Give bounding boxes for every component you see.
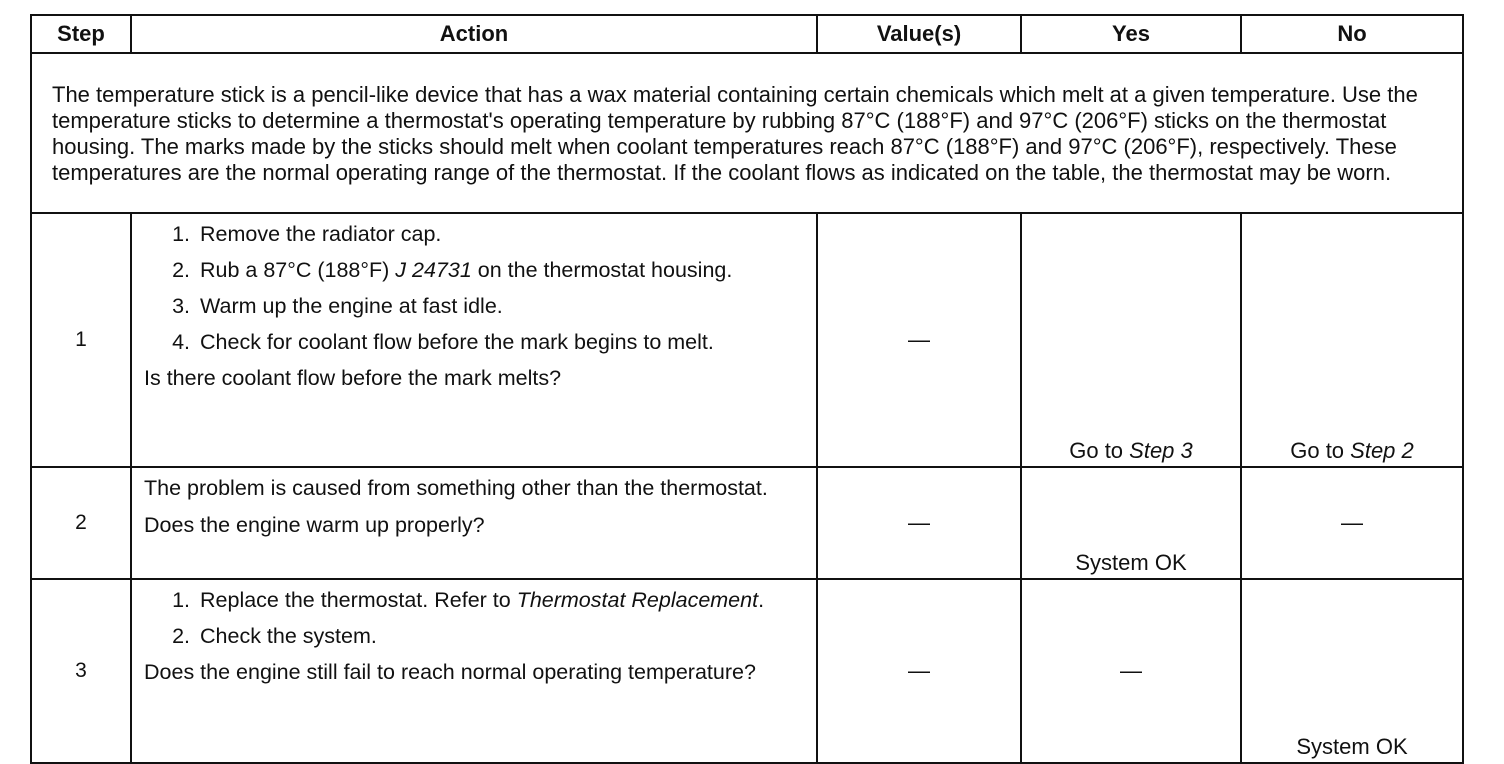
list-item-number: 2. <box>172 258 190 282</box>
list-item <box>144 330 806 355</box>
value-cell <box>817 467 1021 579</box>
question-text: Does the engine still fail to reach normal operating temperature? <box>144 660 756 684</box>
value-cell <box>817 213 1021 467</box>
action-cell <box>131 213 817 467</box>
list-item-number: 1. <box>172 588 190 612</box>
list-item-text: Remove the radiator cap. <box>200 222 442 246</box>
action-cell <box>131 579 817 763</box>
list-item <box>144 294 806 319</box>
yes-result <box>1022 438 1240 464</box>
value-cell <box>817 579 1021 763</box>
tool-reference: J 24731 <box>395 258 472 282</box>
table-row <box>31 467 1463 579</box>
no-prefix: Go to <box>1290 438 1351 463</box>
yes-prefix: Go to <box>1069 438 1130 463</box>
question-text: Does the engine warm up properly? <box>144 513 485 537</box>
text-segment: on the thermostat housing. <box>471 258 733 282</box>
list-item-number: 1. <box>172 222 190 246</box>
text-segment: Replace the thermostat. Refer to <box>200 588 517 612</box>
intro-text: The temperature stick is a pencil-like device that has a wax material containing certain chemicals which melt at a given temperature. Use the temperature sticks to determine a thermostat's operating temperature by rubbing 87°C (188°F) and 97°C (206°F) sticks on the thermostat housing. The marks made by the sticks should melt when coolant temperatures reach 87°C (188°F) and 97°C (206°F), respectively. These temperatures are the normal operating range of the thermostat. If the coolant flows as indicated on the table, the thermostat may be worn. <box>31 53 1463 213</box>
no-cell <box>1241 579 1463 763</box>
list-item <box>144 624 806 649</box>
no-result <box>1242 438 1462 464</box>
list-item <box>144 222 806 247</box>
list-item-text: Check for coolant flow before the mark begins to melt. <box>200 330 714 354</box>
question-text: Is there coolant flow before the mark melts? <box>144 366 562 390</box>
no-step-link: Step 2 <box>1350 438 1414 463</box>
header-row <box>31 15 1463 53</box>
list-item-text <box>200 258 806 283</box>
header-step: Step <box>31 15 131 53</box>
action-cell <box>131 467 817 579</box>
header-no: No <box>1241 15 1463 53</box>
list-item-number: 3. <box>172 294 190 318</box>
yes-cell <box>1021 579 1241 763</box>
table-row <box>31 579 1463 763</box>
value-dash: — <box>908 658 930 683</box>
action-steps-list <box>144 222 806 355</box>
table-row <box>31 213 1463 467</box>
value-dash: — <box>908 327 930 352</box>
yes-result: System OK <box>1075 550 1187 575</box>
step-number: 2 <box>31 467 131 579</box>
yes-cell <box>1021 467 1241 579</box>
step-number: 1 <box>31 213 131 467</box>
no-cell <box>1241 213 1463 467</box>
value-dash: — <box>908 510 930 535</box>
text-segment: . <box>758 588 765 612</box>
text-segment: Rub a 87°C (188°F) <box>200 258 396 282</box>
no-result: System OK <box>1296 734 1408 759</box>
yes-cell <box>1021 213 1241 467</box>
list-item-number: 4. <box>172 330 190 354</box>
list-item-text <box>200 588 806 613</box>
action-steps-list <box>144 588 806 649</box>
yes-step-link: Step 3 <box>1129 438 1193 463</box>
header-yes: Yes <box>1021 15 1241 53</box>
header-values: Value(s) <box>817 15 1021 53</box>
list-item-text: Warm up the engine at fast idle. <box>200 294 503 318</box>
list-item-text: Check the system. <box>200 624 377 648</box>
procedure-reference: Thermostat Replacement <box>516 588 759 612</box>
step-number: 3 <box>31 579 131 763</box>
no-dash: — <box>1341 510 1363 535</box>
no-cell <box>1241 467 1463 579</box>
header-action: Action <box>131 15 817 53</box>
list-item <box>144 258 806 283</box>
intro-row <box>31 53 1463 213</box>
yes-dash: — <box>1120 658 1142 683</box>
list-item <box>144 588 806 613</box>
action-paragraph: The problem is caused from something other than the thermostat. <box>144 476 768 500</box>
diagnostic-table <box>30 14 1464 764</box>
list-item-number: 2. <box>172 624 190 648</box>
